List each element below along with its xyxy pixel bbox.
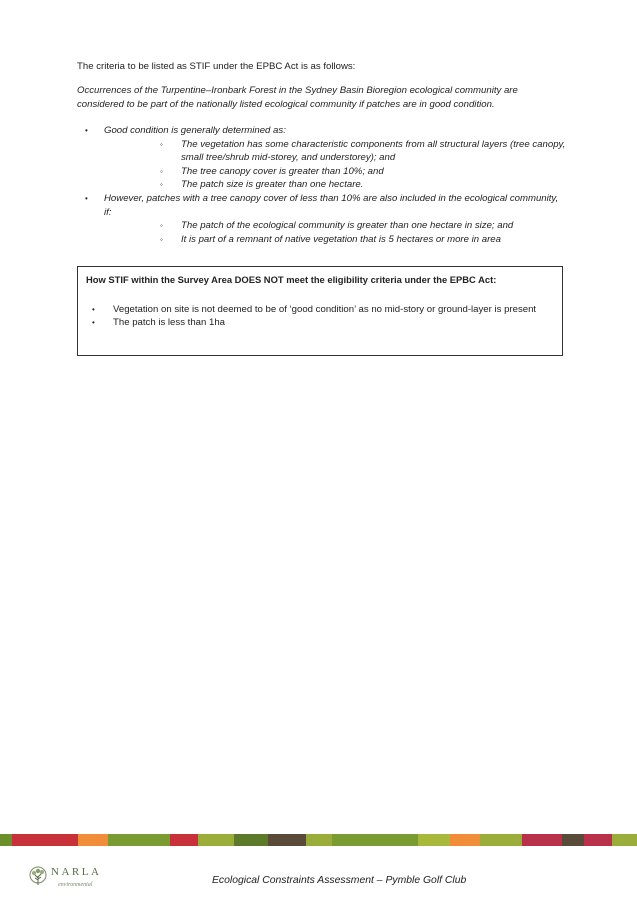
- criteria-subitem: ◦ The patch size is greater than one hectare.: [104, 178, 567, 192]
- criteria-item-text: Good condition is generally determined as:: [104, 125, 286, 136]
- logo-subtitle: environmental: [58, 882, 93, 888]
- stripe-segment: [612, 834, 637, 846]
- eligibility-box-title: How STIF within the Survey Area DOES NOT meet the eligibility criteria under the EPBC Act:: [86, 274, 497, 285]
- criteria-subitem: ◦ It is part of a remnant of native vegetation that is 5 hectares or more in area: [104, 233, 567, 247]
- stripe-segment: [0, 834, 12, 846]
- eligibility-reason: • The patch is less than 1ha: [86, 316, 554, 330]
- criteria-sublist: [104, 219, 567, 246]
- stripe-segment: [108, 834, 170, 846]
- stripe-segment: [418, 834, 450, 846]
- stripe-segment: [450, 834, 480, 846]
- criteria-sublist: [104, 138, 567, 192]
- tree-icon: [28, 866, 48, 888]
- stripe-segment: [332, 834, 418, 846]
- stripe-segment: [584, 834, 612, 846]
- stripe-segment: [522, 834, 562, 846]
- stripe-segment: [480, 834, 522, 846]
- footer-title: Ecological Constraints Assessment – Pymble Golf Club: [212, 875, 467, 886]
- stripe-segment: [198, 834, 234, 846]
- stripe-segment: [12, 834, 78, 846]
- criteria-item-text: However, patches with a tree canopy cover of less than 10% are also included in the ecological community, if:: [104, 192, 559, 218]
- stripe-segment: [234, 834, 268, 846]
- eligibility-reasons-list: [86, 303, 554, 330]
- criteria-subitem: ◦ The tree canopy cover is greater than 10%; and: [104, 165, 567, 179]
- criteria-item: [77, 192, 567, 246]
- criteria-subitem: ◦ The vegetation has some characteristic components from all structural layers (tree canopy, small tree/shrub mid-storey, and understorey); and: [104, 138, 567, 165]
- stripe-segment: [78, 834, 108, 846]
- criteria-list: [77, 124, 567, 246]
- narla-logo: [28, 866, 118, 890]
- eligibility-box: [77, 266, 563, 356]
- stripe-segment: [268, 834, 306, 846]
- stripe-segment: [170, 834, 198, 846]
- footer-color-stripe: [0, 834, 637, 846]
- criteria-subitem: ◦ The patch of the ecological community is greater than one hectare in size; and: [104, 219, 567, 233]
- stripe-segment: [562, 834, 584, 846]
- criteria-item: [77, 124, 567, 192]
- stripe-segment: [306, 834, 332, 846]
- logo-wordmark: NARLA: [51, 866, 102, 878]
- criteria-quote: Occurrences of the Turpentine–Ironbark Forest in the Sydney Basin Bioregion ecological community are considered to be part of the nationally listed ecological community if patches are in good condition.: [77, 85, 518, 110]
- eligibility-reason: • Vegetation on site is not deemed to be of ‘good condition’ as no mid-story or ground-layer is present: [86, 303, 554, 317]
- intro-paragraph: The criteria to be listed as STIF under the EPBC Act is as follows:: [77, 61, 356, 72]
